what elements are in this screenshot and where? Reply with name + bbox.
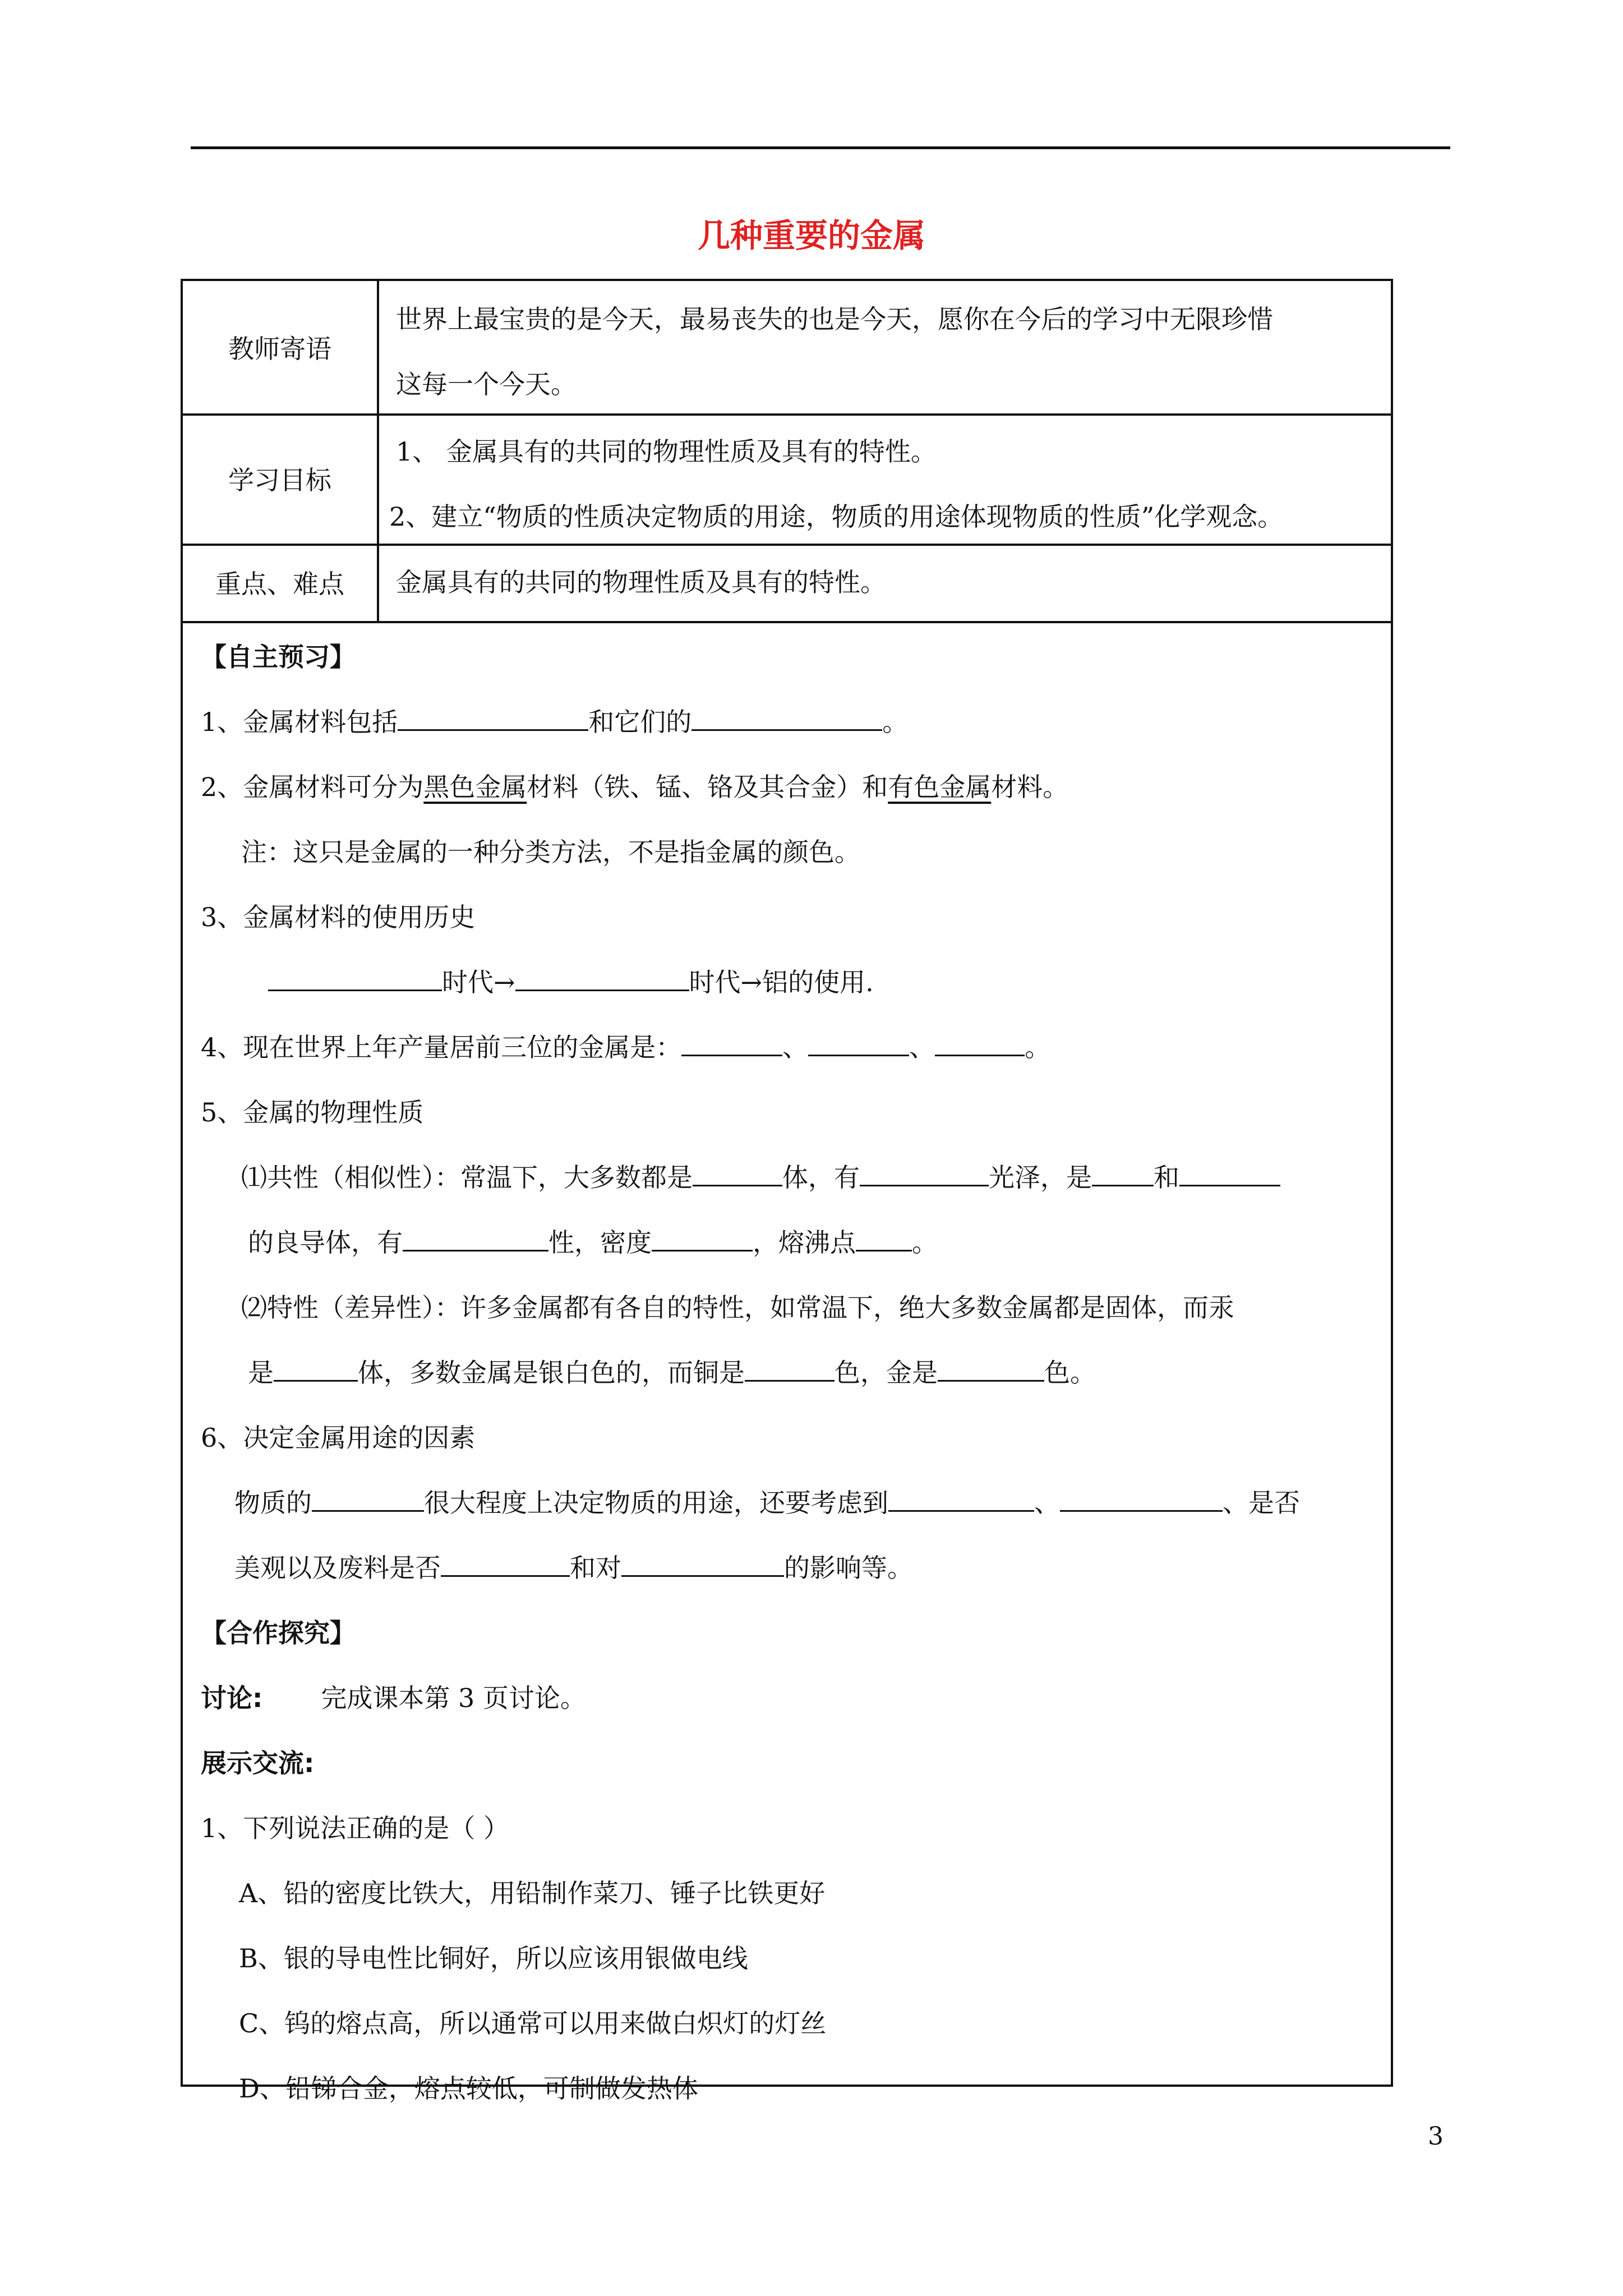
text: 时代→	[442, 967, 515, 997]
info-row-learning-goals	[183, 413, 1391, 546]
text: 光泽，是	[989, 1162, 1092, 1193]
text: 美观以及废料是否	[234, 1553, 441, 1583]
text: 、	[1034, 1488, 1060, 1518]
info-line: 世界上最宝贵的是今天，最易丧失的也是今天，愿你在今后的学习中无限珍惜	[396, 304, 1273, 334]
text: 1、金属材料包括	[201, 707, 398, 737]
answer-blank[interactable]	[274, 1359, 358, 1382]
answer-blank[interactable]	[441, 1554, 570, 1577]
answer-blank[interactable]	[403, 1228, 548, 1251]
option-b[interactable]: B、银的导电性比铜好，所以应该用银做电线	[239, 1943, 748, 1973]
answer-blank[interactable]	[268, 968, 442, 991]
preview-q3: 3、金属材料的使用历史	[201, 902, 476, 932]
info-label: 学习目标	[183, 413, 379, 544]
answer-blank[interactable]	[745, 1359, 834, 1382]
text: 2、金属材料可分为	[201, 772, 424, 802]
preview-heading: 【自主预习】	[201, 642, 356, 672]
option-a[interactable]: A、铅的密度比铁大，用铅制作菜刀、锤子比铁更好	[239, 1878, 826, 1908]
text: 的影响等。	[784, 1553, 913, 1583]
info-line: 1、 金属具有的共同的物理性质及具有的特性。	[396, 436, 937, 467]
info-row-key-points	[183, 544, 1391, 623]
info-row-teacher-message	[183, 281, 1391, 416]
answer-blank[interactable]	[621, 1554, 784, 1577]
text: 4、现在世界上年产量居前三位的金属是：	[201, 1032, 682, 1062]
preview-q5-common-1	[241, 1161, 1380, 1194]
option-c[interactable]: C、钨的熔点高，所以通常可以用来做白炽灯的灯丝	[239, 2008, 827, 2039]
text: 和对	[570, 1553, 621, 1583]
page-number: 3	[1428, 2122, 1444, 2151]
answer-blank[interactable]	[398, 708, 588, 731]
text: 材料（铁、锰、铬及其合金）和	[527, 772, 888, 802]
answer-blank[interactable]	[652, 1228, 753, 1251]
header-rule	[191, 146, 1450, 149]
answer-blank[interactable]	[691, 708, 882, 731]
text: 物质的	[234, 1488, 312, 1518]
answer-blank[interactable]	[312, 1489, 424, 1512]
preview-q5-special-2	[248, 1356, 1380, 1389]
text: 时代→铝的使用.	[689, 967, 874, 997]
discussion-text: 完成课本第 3 页讨论。	[321, 1683, 586, 1713]
preview-q5: 5、金属的物理性质	[201, 1097, 424, 1128]
preview-q6-line-2	[234, 1551, 1380, 1585]
text: 、	[909, 1032, 935, 1062]
text: 性，密度	[548, 1227, 652, 1258]
answer-blank[interactable]	[856, 1228, 912, 1251]
preview-q5-common-2	[248, 1226, 1380, 1259]
info-line: 2、建立“物质的性质决定物质的用途，物质的用途体现物质的性质”化学观念。	[389, 501, 1284, 532]
info-line: 金属具有的共同的物理性质及具有的特性。	[396, 567, 886, 597]
question-stem: 1、下列说法正确的是（ ）	[201, 1813, 509, 1843]
answer-blank[interactable]	[1092, 1163, 1154, 1186]
page-title: 几种重要的金属	[697, 217, 925, 255]
text: 、	[782, 1032, 809, 1062]
text: 。	[1025, 1032, 1051, 1062]
answer-blank[interactable]	[1179, 1163, 1280, 1186]
answer-blank[interactable]	[938, 1359, 1044, 1382]
text: 是	[248, 1358, 274, 1388]
preview-q1	[201, 705, 1380, 739]
info-content	[379, 281, 1391, 413]
answer-blank[interactable]	[515, 968, 689, 991]
discussion-label: 讨论:	[201, 1683, 263, 1713]
preview-note: 注：这只是金属的一种分类方法，不是指金属的颜色。	[241, 837, 860, 867]
text: 材料。	[991, 772, 1069, 802]
underlined-term: 有色金属	[888, 772, 992, 802]
worksheet	[181, 279, 1393, 2104]
answer-blank[interactable]	[935, 1033, 1025, 1056]
text: 体，有	[782, 1162, 860, 1193]
preview-q4	[201, 1030, 1380, 1064]
text: ⑴共性（相似性）：常温下，大多数都是	[241, 1162, 693, 1193]
preview-q6: 6、决定金属用途的因素	[201, 1423, 476, 1453]
text: 体，多数金属是银白色的，而铜是	[358, 1358, 745, 1388]
info-content	[379, 544, 1391, 621]
info-label: 重点、难点	[183, 544, 379, 621]
cooperate-heading: 【合作探究】	[201, 1618, 356, 1648]
underlined-term: 黑色金属	[423, 772, 527, 802]
preview-q2	[201, 770, 1380, 804]
show-exchange-label: 展示交流:	[201, 1748, 315, 1778]
info-line: 这每一个今天。	[396, 369, 577, 399]
text: 。	[912, 1227, 938, 1258]
answer-blank[interactable]	[808, 1033, 909, 1056]
info-content	[379, 413, 1391, 544]
text: 的良导体，有	[248, 1227, 403, 1258]
option-d[interactable]: D、铅锑合金，熔点较低，可制做发热体	[239, 2073, 698, 2104]
text: 很大程度上决定物质的用途，还要考虑到	[424, 1488, 888, 1518]
text: 和	[1154, 1162, 1179, 1193]
answer-blank[interactable]	[681, 1033, 782, 1056]
text: 。	[882, 707, 909, 737]
discussion-line	[201, 1681, 1380, 1715]
text: 和它们的	[588, 707, 692, 737]
text: 色。	[1044, 1358, 1096, 1388]
answer-blank[interactable]	[693, 1163, 782, 1186]
text: 色，金是	[834, 1358, 938, 1388]
preview-q6-line-1	[234, 1486, 1380, 1520]
answer-blank[interactable]	[860, 1163, 989, 1186]
answer-blank[interactable]	[888, 1489, 1034, 1512]
preview-q5-special-1: ⑵特性（差异性）：许多金属都有各自的特性，如常温下，绝大多数金属都是固体，而汞	[241, 1292, 1234, 1323]
answer-blank[interactable]	[1060, 1489, 1223, 1512]
info-label: 教师寄语	[183, 281, 379, 413]
text: 、是否	[1223, 1488, 1300, 1518]
preview-q3-timeline	[268, 965, 1380, 999]
text: ，熔沸点	[753, 1227, 856, 1258]
